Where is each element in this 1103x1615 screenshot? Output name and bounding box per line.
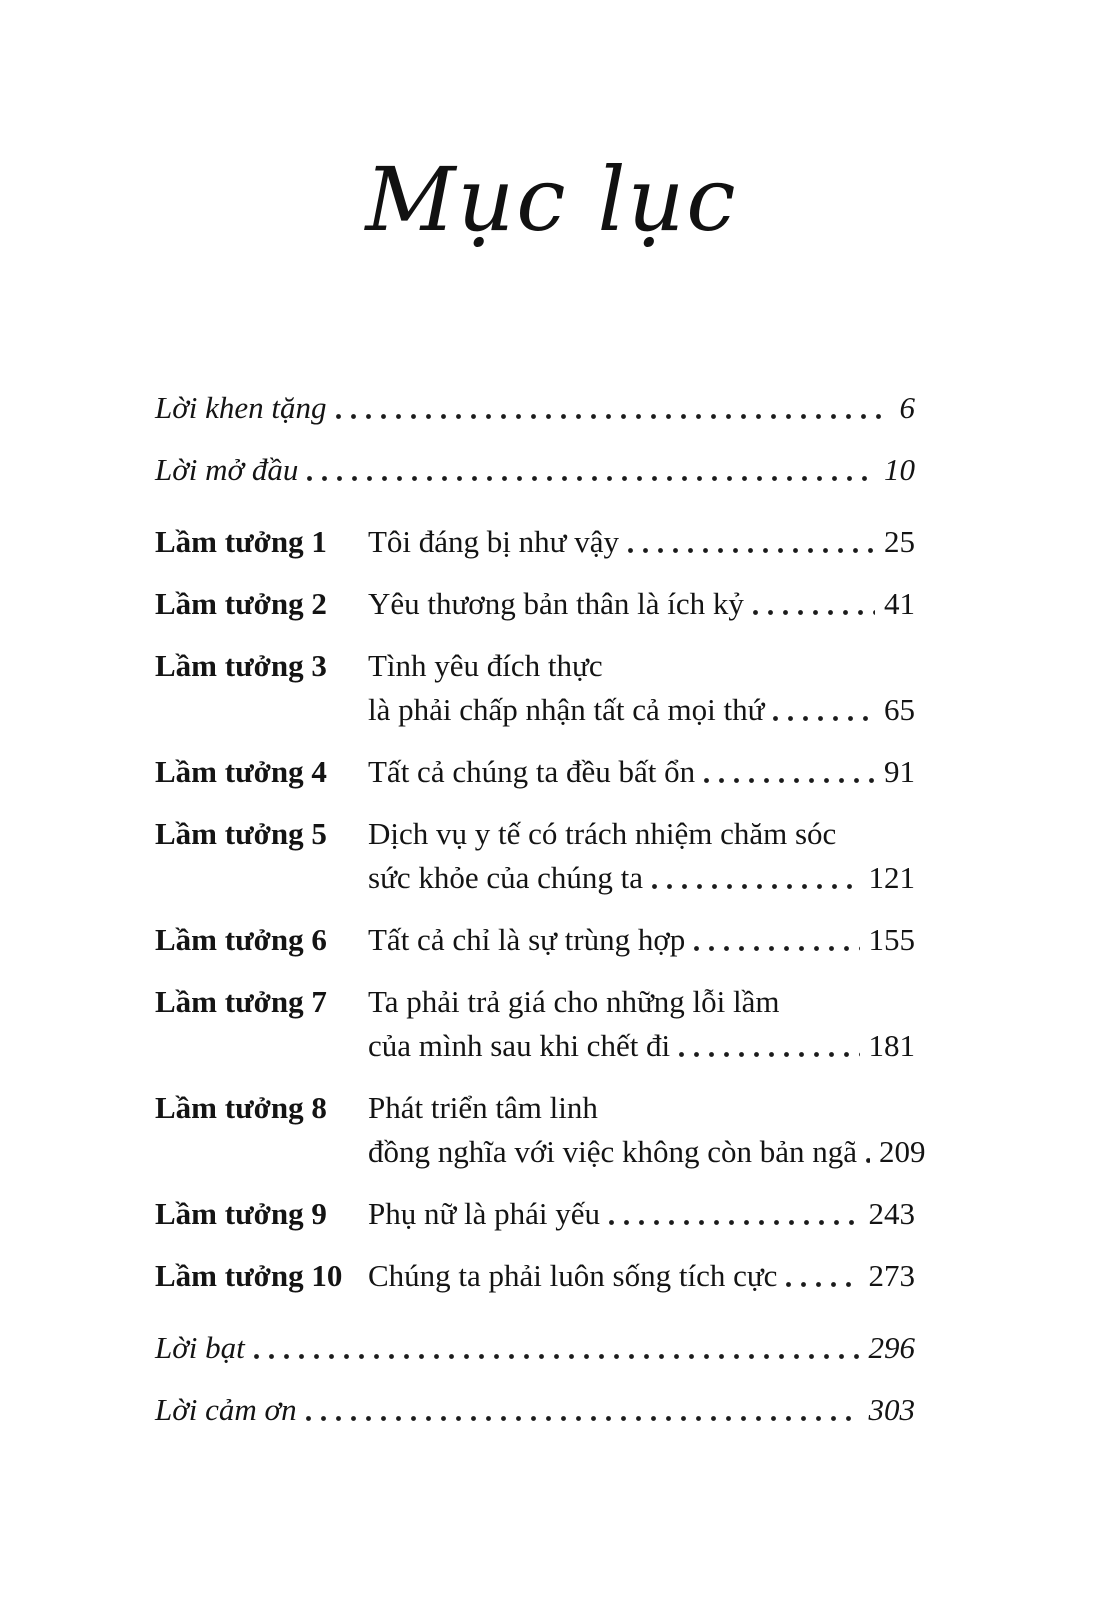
chapter-title-block xyxy=(368,644,915,732)
dot-leader xyxy=(866,1158,870,1163)
page-number: 25 xyxy=(884,524,915,559)
page-number: 121 xyxy=(868,860,915,895)
page-title: Mục lục xyxy=(365,148,738,251)
chapter-title-text: Phụ nữ là phái yếu xyxy=(368,1196,601,1231)
page-number: 243 xyxy=(868,1196,915,1231)
chapter-title-line xyxy=(368,1024,915,1068)
chapter-title-line xyxy=(368,520,915,564)
chapter-label: Lầm tưởng 8 xyxy=(155,1090,327,1125)
chapter-title-block xyxy=(368,980,915,1068)
chapter-label: Lầm tưởng 4 xyxy=(155,754,327,789)
chapter-title-line xyxy=(368,856,915,900)
toc-entry xyxy=(155,1086,926,1174)
page-number: 209 xyxy=(879,1134,926,1169)
chapters-section xyxy=(155,520,926,1298)
toc-entry xyxy=(155,448,915,492)
dot-leader xyxy=(679,1052,859,1057)
chapter-title-line: Tình yêu đích thực xyxy=(368,648,603,683)
toc-entry xyxy=(155,644,915,732)
toc-entry-title: Lời cảm ơn xyxy=(155,1392,297,1427)
chapter-label: Lầm tưởng 5 xyxy=(155,816,327,851)
chapter-title-text: Chúng ta phải luôn sống tích cực xyxy=(368,1258,778,1293)
chapter-title-line xyxy=(368,1192,915,1236)
toc-entry-title: Lời mở đầu xyxy=(155,452,299,487)
toc-entry xyxy=(155,812,915,900)
dot-leader xyxy=(652,884,859,889)
dot-leader xyxy=(609,1220,859,1225)
dot-leader xyxy=(336,414,891,419)
chapter-title-block xyxy=(368,1192,915,1236)
chapter-title-line xyxy=(368,918,915,962)
chapter-title-text: của mình sau khi chết đi xyxy=(368,1028,671,1063)
page-number: 273 xyxy=(868,1258,915,1293)
chapter-title-block xyxy=(368,918,915,962)
chapter-title-text: Tôi đáng bị như vậy xyxy=(368,524,619,559)
chapter-title-text: đồng nghĩa với việc không còn bản ngã xyxy=(368,1134,858,1169)
chapter-label: Lầm tưởng 3 xyxy=(155,648,327,683)
chapter-title-line xyxy=(368,688,915,732)
front-matter-section xyxy=(155,386,915,492)
chapter-title-line xyxy=(368,1130,926,1174)
page-number: 10 xyxy=(884,452,915,487)
dot-leader xyxy=(628,548,875,553)
dot-leader xyxy=(786,1282,859,1287)
chapter-title-block xyxy=(368,1254,915,1298)
toc-entry xyxy=(155,1388,915,1432)
chapter-title-block xyxy=(368,812,915,900)
page-number: 65 xyxy=(884,692,915,727)
dot-leader xyxy=(773,716,875,721)
back-matter-section xyxy=(155,1326,915,1432)
chapter-title-block xyxy=(368,520,915,564)
chapter-title-text: Tất cả chỉ là sự trùng hợp xyxy=(368,922,686,957)
page-number: 181 xyxy=(868,1028,915,1063)
chapter-title-line: Dịch vụ y tế có trách nhiệm chăm sóc xyxy=(368,816,837,851)
dot-leader xyxy=(307,476,875,481)
chapter-label: Lầm tưởng 9 xyxy=(155,1196,327,1231)
page-number: 296 xyxy=(868,1330,915,1365)
toc-entry-title: Lời khen tặng xyxy=(155,390,327,425)
chapter-title-block xyxy=(368,1086,926,1174)
dot-leader xyxy=(753,610,875,615)
chapter-title-text: sức khỏe của chúng ta xyxy=(368,860,644,895)
chapter-title-line xyxy=(368,582,915,626)
toc-entry-title: Lời bạt xyxy=(155,1330,245,1365)
page-number: 155 xyxy=(868,922,915,957)
toc-entry xyxy=(155,1254,915,1298)
dot-leader xyxy=(306,1416,860,1421)
chapter-title-line xyxy=(368,750,915,794)
chapter-title-line: Ta phải trả giá cho những lỗi lầm xyxy=(368,984,780,1019)
chapter-title-text: Yêu thương bản thân là ích kỷ xyxy=(368,586,744,621)
dot-leader xyxy=(254,1354,860,1359)
chapter-title-text: là phải chấp nhận tất cả mọi thứ xyxy=(368,692,765,727)
dot-leader xyxy=(704,778,875,783)
page-number: 303 xyxy=(868,1392,915,1427)
chapter-label: Lầm tưởng 1 xyxy=(155,524,327,559)
chapter-label: Lầm tưởng 7 xyxy=(155,984,327,1019)
chapter-label: Lầm tưởng 2 xyxy=(155,586,327,621)
chapter-title-line xyxy=(368,1254,915,1298)
toc-entry xyxy=(155,980,915,1068)
toc-entry xyxy=(155,1192,915,1236)
chapter-title-line: Phát triển tâm linh xyxy=(368,1090,598,1125)
toc-entry xyxy=(155,520,915,564)
chapter-title-block xyxy=(368,750,915,794)
dot-leader xyxy=(694,946,859,951)
chapter-title-text: Tất cả chúng ta đều bất ổn xyxy=(368,754,696,789)
chapter-label: Lầm tưởng 10 xyxy=(155,1258,343,1293)
chapter-title-block xyxy=(368,582,915,626)
toc-entry xyxy=(155,750,915,794)
toc-entry xyxy=(155,918,915,962)
toc-list xyxy=(155,386,926,1450)
toc-entry xyxy=(155,386,915,430)
page-number: 91 xyxy=(884,754,915,789)
page-number: 41 xyxy=(884,586,915,621)
toc-entry xyxy=(155,582,915,626)
toc-entry xyxy=(155,1326,915,1370)
page-number: 6 xyxy=(899,390,915,425)
chapter-label: Lầm tưởng 6 xyxy=(155,922,327,957)
